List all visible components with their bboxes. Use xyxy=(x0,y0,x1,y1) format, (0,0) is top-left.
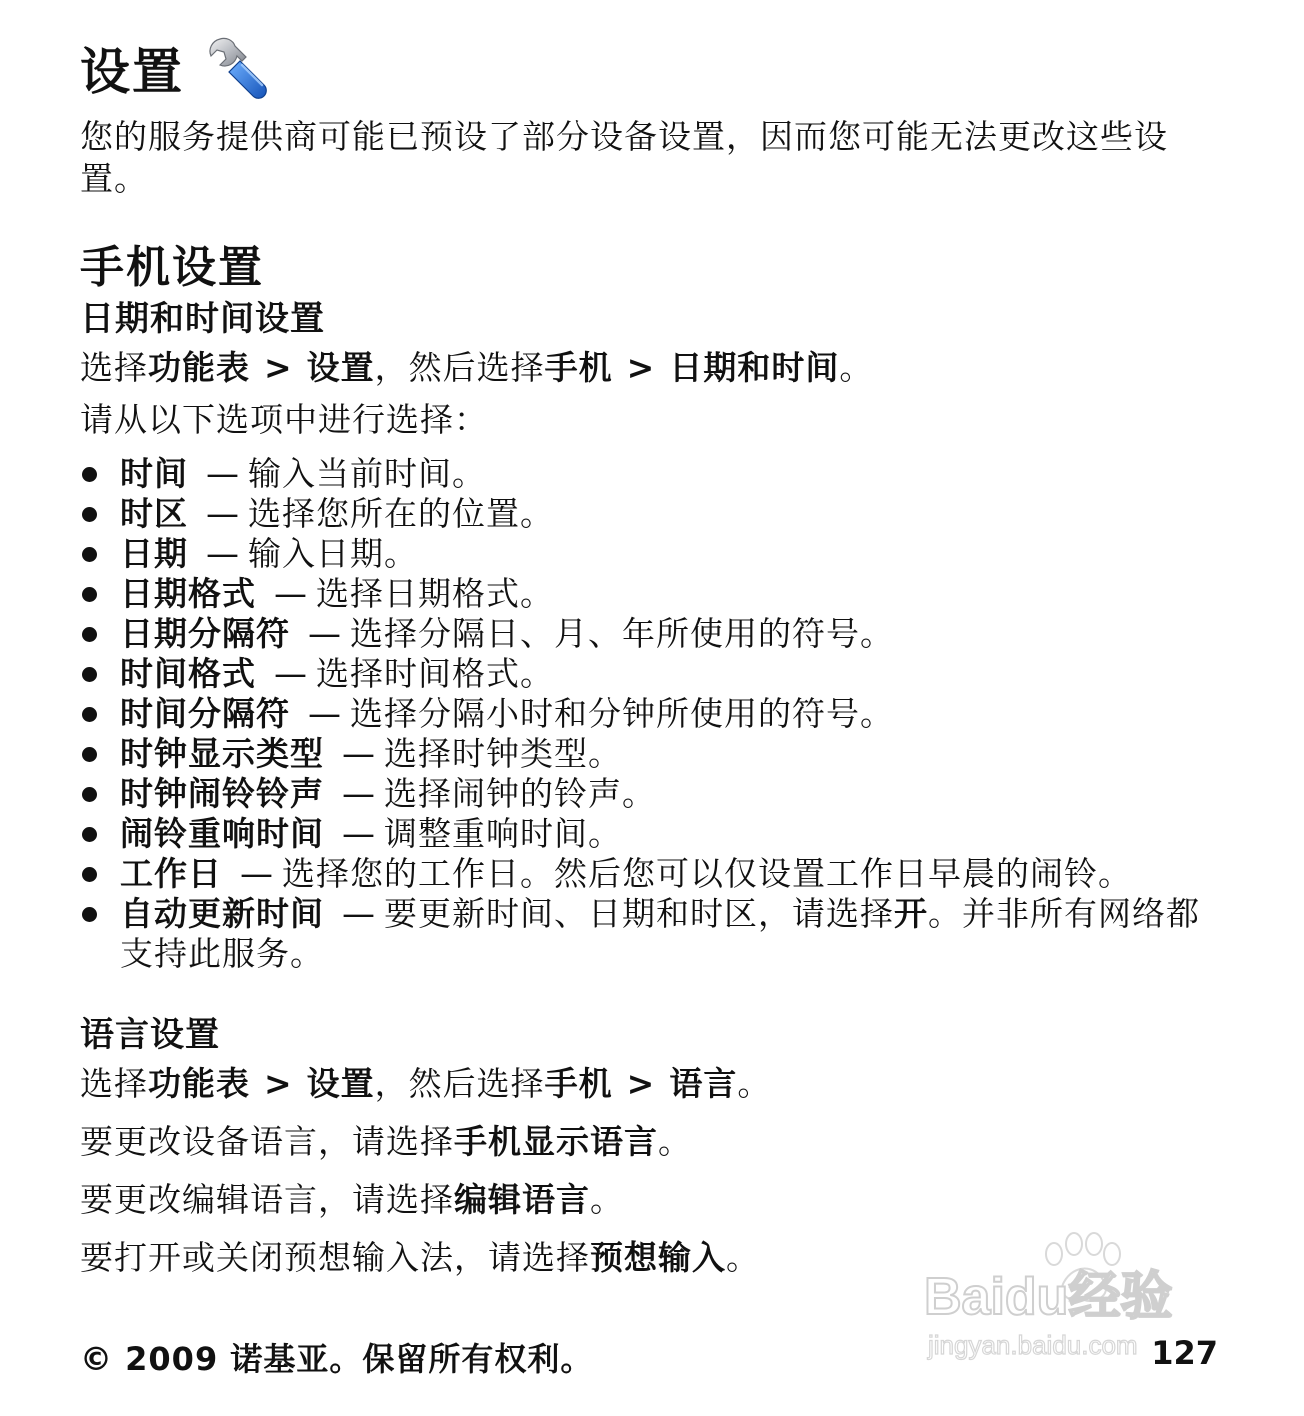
list-item xyxy=(80,494,1230,534)
path-separator: > xyxy=(264,348,293,387)
bullet xyxy=(82,627,97,642)
bullet xyxy=(82,867,97,882)
path-text: ，然后选择 xyxy=(374,1064,545,1103)
option-term: 日期格式 xyxy=(120,574,256,613)
line-text: 。 xyxy=(726,1238,760,1277)
bullet xyxy=(82,827,97,842)
option-desc: 选择分隔日、月、年所使用的符号。 xyxy=(350,614,894,653)
option-value-on: 开 xyxy=(894,894,928,933)
path-item-menu: 功能表 xyxy=(148,1064,250,1103)
path-item-menu: 功能表 xyxy=(148,348,250,387)
path-item-datetime: 日期和时间 xyxy=(669,348,840,387)
line-option: 手机显示语言 xyxy=(454,1122,658,1161)
manual-page xyxy=(80,32,1230,1280)
dash: — xyxy=(342,814,376,853)
option-term: 时间分隔符 xyxy=(120,694,290,733)
bullet xyxy=(82,907,97,922)
bullet xyxy=(82,707,97,722)
list-item xyxy=(80,694,1230,734)
path-text: 。 xyxy=(737,1064,772,1103)
option-desc: 选择分隔小时和分钟所使用的符号。 xyxy=(350,694,894,733)
dash: — xyxy=(206,534,240,573)
option-term: 时钟显示类型 xyxy=(120,734,324,773)
subsection-heading-language: 语言设置 xyxy=(80,1015,220,1055)
path-separator: > xyxy=(626,348,656,387)
language-line xyxy=(80,1236,1230,1280)
path-separator: > xyxy=(264,1064,293,1103)
option-desc: 选择日期格式。 xyxy=(316,574,554,613)
options-intro: 请从以下选项中进行选择： xyxy=(80,400,488,439)
list-item xyxy=(80,734,1230,774)
dash: — xyxy=(342,894,376,933)
option-term: 工作日 xyxy=(120,854,222,893)
line-option: 编辑语言 xyxy=(454,1180,590,1219)
option-term: 日期分隔符 xyxy=(120,614,290,653)
option-term: 自动更新时间 xyxy=(120,894,324,933)
dash: — xyxy=(342,734,376,773)
path-item-settings: 设置 xyxy=(306,348,375,387)
option-desc: 选择时间格式。 xyxy=(316,654,554,693)
page-number: 127 xyxy=(1151,1334,1218,1372)
datetime-options-list xyxy=(80,454,1230,974)
dash: — xyxy=(308,614,342,653)
dash: — xyxy=(274,654,308,693)
option-term: 日期 xyxy=(120,534,188,573)
bullet xyxy=(82,467,97,482)
path-item-language: 语言 xyxy=(669,1064,738,1103)
dash: — xyxy=(206,494,240,533)
option-desc: 要更新时间、日期和时区，请选择 xyxy=(384,894,894,933)
dash: — xyxy=(240,854,274,893)
section-heading-phone-settings: 手机设置 xyxy=(80,242,264,293)
line-text: 。 xyxy=(658,1122,692,1161)
footer-copyright: © 2009 诺基亚。保留所有权利。 xyxy=(80,1340,594,1378)
bullet xyxy=(82,667,97,682)
list-item xyxy=(80,854,1230,894)
dash: — xyxy=(308,694,342,733)
line-text: 。 xyxy=(590,1180,624,1219)
list-item xyxy=(80,814,1230,854)
path-text: 选择 xyxy=(80,1064,148,1103)
option-term: 闹铃重响时间 xyxy=(120,814,324,853)
path-text: 选择 xyxy=(80,348,148,387)
dash: — xyxy=(206,454,240,493)
option-desc: 选择时钟类型。 xyxy=(384,734,622,773)
path-text: 。 xyxy=(839,348,874,387)
list-item xyxy=(80,574,1230,614)
dash: — xyxy=(342,774,376,813)
path-item-phone: 手机 xyxy=(544,348,613,387)
option-term: 时间格式 xyxy=(120,654,256,693)
list-item xyxy=(80,534,1230,574)
dash: — xyxy=(274,574,308,613)
bullet xyxy=(82,747,97,762)
page-title: 设置 xyxy=(80,43,184,101)
bullet xyxy=(82,587,97,602)
language-menu-path xyxy=(80,1062,1230,1106)
line-text: 要打开或关闭预想输入法，请选择 xyxy=(80,1238,590,1277)
path-text: ，然后选择 xyxy=(374,348,545,387)
option-desc: 输入当前时间。 xyxy=(248,454,486,493)
line-text: 要更改编辑语言，请选择 xyxy=(80,1180,454,1219)
subsection-heading-datetime: 日期和时间设置 xyxy=(80,299,325,339)
line-option: 预想输入 xyxy=(590,1238,726,1277)
option-desc: 调整重响时间。 xyxy=(384,814,622,853)
wrench-icon xyxy=(206,33,276,103)
option-term: 时间 xyxy=(120,454,188,493)
line-text: 要更改设备语言，请选择 xyxy=(80,1122,454,1161)
bullet xyxy=(82,547,97,562)
option-desc: 选择您的工作日。然后您可以仅设置工作日早晨的闹铃。 xyxy=(282,854,1132,893)
path-separator: > xyxy=(626,1064,656,1103)
intro-paragraph: 您的服务提供商可能已预设了部分设备设置，因而您可能无法更改这些设置。 xyxy=(80,117,1168,198)
list-item xyxy=(80,654,1230,694)
bullet xyxy=(82,787,97,802)
option-desc: 输入日期。 xyxy=(248,534,418,573)
path-item-phone: 手机 xyxy=(544,1064,613,1103)
path-item-settings: 设置 xyxy=(306,1064,375,1103)
list-item xyxy=(80,454,1230,494)
option-desc: 。并非所有网络都支持此服务。 xyxy=(120,894,1200,973)
option-desc: 选择您所在的位置。 xyxy=(248,494,554,533)
option-term: 时区 xyxy=(120,494,188,533)
page-title-row xyxy=(80,32,1230,104)
list-item xyxy=(80,894,1230,974)
bullet xyxy=(82,507,97,522)
list-item xyxy=(80,614,1230,654)
option-term: 时钟闹铃铃声 xyxy=(120,774,324,813)
list-item xyxy=(80,774,1230,814)
watermark-brand: Baidu经验 xyxy=(924,1268,1173,1326)
watermark-url: jingyan.baidu.com xyxy=(928,1330,1138,1360)
language-line xyxy=(80,1178,1230,1222)
option-desc: 选择闹钟的铃声。 xyxy=(384,774,656,813)
datetime-menu-path xyxy=(80,346,1230,390)
language-line xyxy=(80,1120,1230,1164)
